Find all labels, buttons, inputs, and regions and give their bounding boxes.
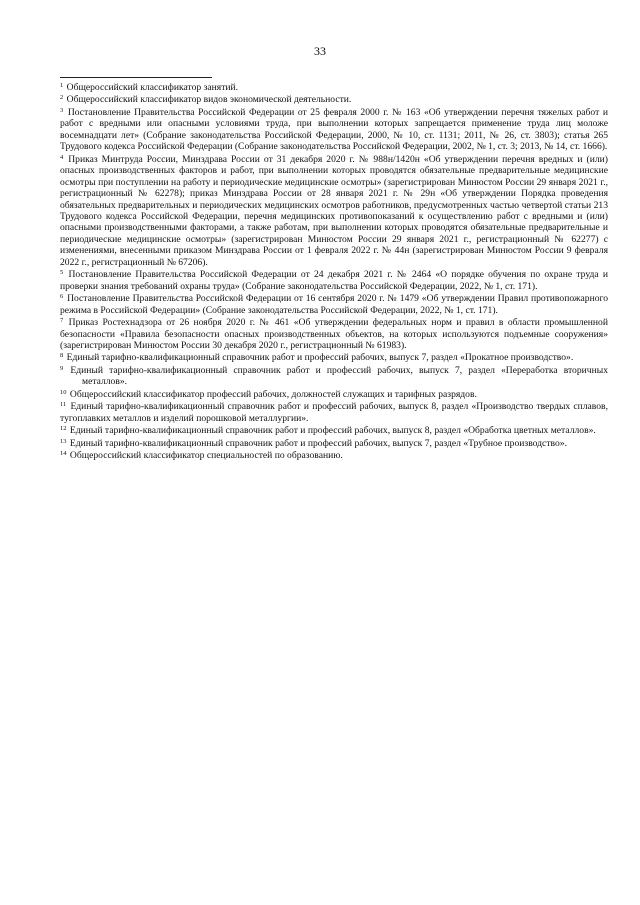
footnote-8 (60, 352, 608, 363)
footnote-list (60, 82, 608, 463)
footnote-text: Приказ Минтруда России, Минздрава России от 31 декабря 2020 г. № 988н/1420н «Об утверждении перечня вредных и (или) опасных производственных факторов и работ, при выполнении которых проводятся обязательные предварительные медицинские осмотры при поступлении на работу и периодические медицинские осмотры» (зарегистрирован Минюстом России 29 января 2021 г., регистрационный № 62278); приказ Минздрава России от 28 января 2021 г. № 29н «Об утверждении Порядка проведения обязательных предварительных и периодических медицинских осмотров работников, предусмотренных частью четвертой статьи 213 Трудового кодекса Российской Федерации, перечня медицинских противопоказаний к осуществлению работ с вредными и (или) опасными производственными факторами, а также работам, при выполнении которых проводятся обязательные предварительные и периодические медицинские осмотры» (зарегистрирован Минюстом России 29 января 2021 г., регистрационный № 62277) с изменениями, внесенными приказом Минздрава России от 1 февраля 2022 г. № 44н (зарегистрирован Минюстом России 9 февраля 2022 г., регистрационный № 67206). (60, 153, 608, 268)
footnote-5 (60, 269, 608, 292)
footnote-text: Постановление Правительства Российской Федерации от 25 февраля 2000 г. № 163 «Об утверждении перечня тяжелых работ и работ с вредными или опасными условиями труда, при выполнении которых запрещается применение труда лиц моложе восемнадцати лет» (Собрание законодательства Российской Федерации, 2000, № 10, ст. 1131; 2011, № 26, ст. 3803); статья 265 Трудового кодекса Российской Федерации (Собрание законодательства Российской Федерации, 2002, № 1, ст. 3; 2013, № 14, ст. 1666). (60, 106, 608, 153)
footnote-text: Постановление Правительства Российской Федерации от 24 декабря 2021 г. № 2464 «О порядке обучения по охране труда и проверки знания требований охраны труда» (Собрание законодательства Российской Федерации, 2022, № 1, ст. 171). (60, 269, 608, 292)
footnote-3 (60, 107, 608, 153)
footnote-6 (60, 293, 608, 316)
footnote-4 (60, 154, 608, 269)
footnote-mark: 2 (60, 94, 64, 102)
footnote-1 (60, 82, 608, 93)
footnote-12 (60, 425, 608, 436)
footnote-mark: 6 (60, 293, 64, 301)
footnote-11 (60, 401, 608, 424)
footnote-separator (60, 77, 212, 78)
footnote-text: Единый тарифно-квалификационный справочник работ и профессий рабочих, выпуск 8, раздел «Обработка цветных металлов». (69, 425, 596, 437)
page-number: 33 (314, 44, 326, 58)
footnote-2 (60, 94, 608, 105)
footnote-10 (60, 389, 608, 400)
footnote-mark: 9 (60, 364, 64, 372)
footnote-mark: 1 (60, 82, 64, 89)
footnote-14 (60, 450, 608, 461)
footnote-mark: 11 (60, 401, 67, 409)
footnote-9 (60, 365, 608, 388)
footnote-text: Единый тарифно-квалификационный справочник работ и профессий рабочих, выпуск 8, раздел «Производство твердых сплавов, тугоплавких металлов и изделий порошковой металлургии». (60, 401, 608, 424)
footnote-text: Единый тарифно-квалификационный справочник работ и профессий рабочих, выпуск 7, раздел «Трубное производство». (69, 437, 567, 449)
footnote-text: Общероссийский классификатор специальностей по образованию. (69, 450, 343, 462)
footnote-13 (60, 438, 608, 449)
footnote-7 (60, 317, 608, 351)
footnote-mark: 8 (60, 352, 64, 360)
footnote-text: Приказ Ростехнадзора от 26 ноября 2020 г. № 461 «Об утверждении федеральных норм и правил в области промышленной безопасности «Правила безопасности опасных производственных объектов, на которых используются подъемные сооружения» (зарегистрирован Минюстом России 30 декабря 2020 г., регистрационный № 61983). (60, 317, 608, 351)
footnote-mark: 4 (60, 153, 64, 161)
footnote-text: Общероссийский классификатор видов экономической деятельности. (66, 94, 352, 106)
footnote-mark: 3 (60, 106, 64, 114)
footnote-mark: 7 (60, 317, 64, 325)
footnote-mark: 10 (60, 388, 67, 396)
footnote-text: Общероссийский классификатор профессий рабочих, должностей служащих и тарифных разрядов. (69, 388, 477, 400)
footnote-text: Единый тарифно-квалификационный справочник работ и профессий рабочих, выпуск 7, раздел «Прокатное производство». (66, 352, 574, 364)
footnote-mark: 12 (60, 425, 67, 433)
footnote-mark: 5 (60, 269, 64, 277)
footnote-text: Постановление Правительства Российской Федерации от 16 сентября 2020 г. № 1479 «Об утверждении Правил противопожарного режима в Российской Федерации» (Собрание законодательства Российской Федерации, 2022, № 1, ст. 171). (60, 293, 608, 316)
footnote-text: Общероссийский классификатор занятий. (66, 82, 239, 93)
footnote-mark: 13 (60, 437, 67, 445)
footnote-text: Единый тарифно-квалификационный справочник работ и профессий рабочих, выпуск 7, раздел «Переработка вторичных металлов». (70, 364, 608, 388)
footnote-mark: 14 (60, 450, 67, 458)
